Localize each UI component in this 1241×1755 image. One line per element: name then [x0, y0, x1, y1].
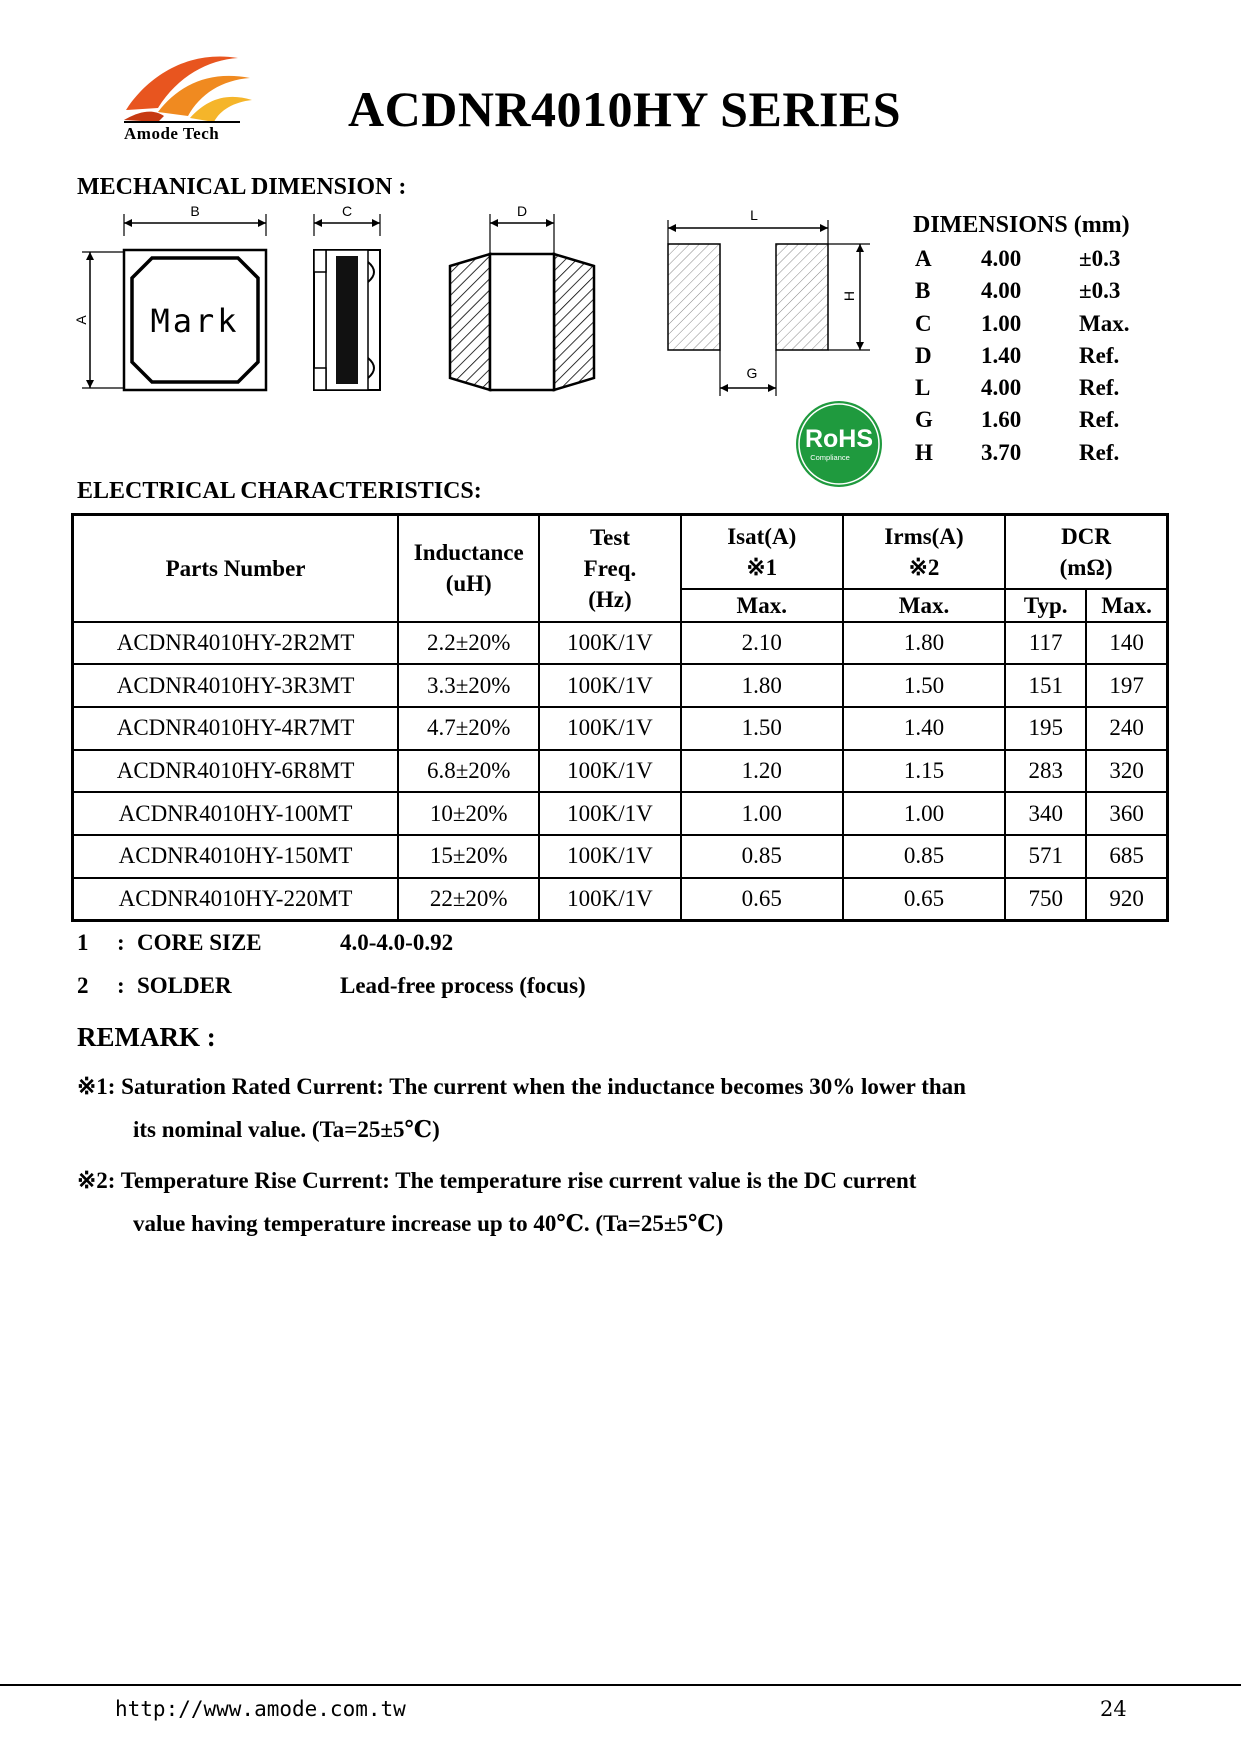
label-c: C [341, 203, 353, 219]
cell-dcr-max: 240 [1086, 707, 1167, 750]
cell-inductance: 10±20% [398, 792, 539, 835]
cell-freq: 100K/1V [539, 664, 680, 707]
header-isat-max: Max. [681, 589, 843, 622]
footer-divider [0, 1684, 1241, 1686]
dim-key: C [915, 310, 932, 336]
mark-text: Mark [150, 302, 240, 340]
remark-2-line-1: ※2: Temperature Rise Current: The temperature rise current value is the DC current [77, 1168, 917, 1193]
cell-inductance: 2.2±20% [398, 622, 539, 665]
dimension-row [913, 246, 1153, 278]
cell-irms: 1.15 [843, 750, 1005, 793]
table-row [73, 664, 1168, 707]
cell-dcr-max: 140 [1086, 622, 1167, 665]
rohs-badge [794, 399, 884, 489]
note-number: 1 [77, 930, 89, 955]
cell-part: ACDNR4010HY-150MT [73, 835, 399, 878]
dim-tolerance: Ref. [1079, 407, 1120, 433]
cell-dcr-typ: 283 [1005, 750, 1086, 793]
footprint-view [668, 207, 870, 396]
cell-dcr-max: 320 [1086, 750, 1167, 793]
table-row [73, 750, 1168, 793]
dim-tolerance: ±0.3 [1079, 246, 1121, 271]
dim-value: 4.00 [981, 246, 1022, 271]
dim-key: G [915, 407, 933, 433]
label-d: D [516, 203, 528, 219]
cell-freq: 100K/1V [539, 878, 680, 921]
label-l: L [750, 207, 758, 223]
electrical-characteristics-label: ELECTRICAL CHARACTERISTICS: [77, 478, 482, 504]
header-irms: Irms(A) ※2 [843, 515, 1005, 589]
cell-part: ACDNR4010HY-100MT [73, 792, 399, 835]
cell-inductance: 4.7±20% [398, 707, 539, 750]
dim-value: 1.40 [981, 342, 1022, 368]
footer-url: http://www.amode.com.tw [115, 1697, 406, 1721]
note-value: 4.0-4.0-0.92 [340, 930, 454, 955]
dim-key: B [915, 278, 931, 304]
dim-key: A [915, 246, 932, 271]
dimension-row [913, 278, 1153, 310]
dim-value: 4.00 [981, 278, 1022, 304]
cell-freq: 100K/1V [539, 792, 680, 835]
mechanical-drawing [70, 200, 900, 410]
remark-title: REMARK : [77, 1022, 216, 1052]
cell-dcr-max: 685 [1086, 835, 1167, 878]
label-b: B [190, 203, 200, 219]
header-dcr: DCR (mΩ) [1005, 515, 1167, 589]
remark-1-line-2: its nominal value. (Ta=25±5℃) [133, 1117, 440, 1142]
cell-isat: 1.00 [681, 792, 843, 835]
table-row [73, 792, 1168, 835]
mechanical-dimension-label: MECHANICAL DIMENSION : [77, 174, 407, 200]
label-h: H [841, 290, 857, 302]
dim-tolerance: Ref. [1079, 375, 1120, 401]
dimensions-list [913, 246, 1153, 472]
cell-inductance: 3.3±20% [398, 664, 539, 707]
dim-tolerance: ±0.3 [1079, 278, 1121, 304]
top-view [73, 203, 266, 390]
cell-dcr-typ: 195 [1005, 707, 1086, 750]
cell-irms: 1.50 [843, 664, 1005, 707]
cell-irms: 0.65 [843, 878, 1005, 921]
dim-tolerance: Ref. [1079, 439, 1120, 465]
side-view [314, 203, 380, 390]
note-colon: : [117, 930, 125, 955]
dim-key: L [915, 375, 931, 401]
cell-dcr-typ: 117 [1005, 622, 1086, 665]
logo-underline [124, 121, 240, 123]
note-colon: : [117, 973, 125, 998]
dim-tolerance: Ref. [1079, 342, 1120, 368]
dimension-row [913, 343, 1153, 375]
cell-isat: 1.20 [681, 750, 843, 793]
logo-text: Amode Tech [124, 124, 220, 143]
cell-isat: 2.10 [681, 622, 843, 665]
page-title: ACDNR4010HY SERIES [348, 81, 902, 137]
cell-irms: 1.00 [843, 792, 1005, 835]
header-part-number: Parts Number [73, 515, 399, 622]
table-row [73, 835, 1168, 878]
note-number: 2 [77, 973, 89, 998]
cell-freq: 100K/1V [539, 707, 680, 750]
dim-value: 4.00 [981, 375, 1022, 401]
table-row [73, 707, 1168, 750]
cell-isat: 1.50 [681, 707, 843, 750]
remark-1-line-1: ※1: Saturation Rated Current: The current when the inductance becomes 30% lower than [77, 1074, 966, 1099]
header-irms-max: Max. [843, 589, 1005, 622]
rohs-main-text: RoHS [804, 425, 874, 453]
header-test-freq: Test Freq. (Hz) [539, 515, 680, 622]
label-g: G [746, 365, 758, 381]
cell-part: ACDNR4010HY-2R2MT [73, 622, 399, 665]
electrical-table [71, 513, 1169, 922]
dim-key: D [915, 342, 932, 368]
cell-irms: 1.80 [843, 622, 1005, 665]
cell-dcr-typ: 571 [1005, 835, 1086, 878]
table-row [73, 622, 1168, 665]
cell-part: ACDNR4010HY-4R7MT [73, 707, 399, 750]
dimension-row [913, 407, 1153, 439]
note-value: Lead-free process (focus) [340, 973, 586, 998]
cell-inductance: 22±20% [398, 878, 539, 921]
page-number: 24 [1100, 1697, 1127, 1721]
cell-freq: 100K/1V [539, 835, 680, 878]
dim-value: 1.60 [981, 407, 1022, 433]
dim-tolerance: Max. [1079, 310, 1130, 336]
section-view [450, 203, 594, 390]
table-row [73, 878, 1168, 921]
header-dcr-typ: Typ. [1005, 589, 1086, 622]
cell-irms: 0.85 [843, 835, 1005, 878]
cell-isat: 0.65 [681, 878, 843, 921]
header-inductance: Inductance (uH) [398, 515, 539, 622]
cell-part: ACDNR4010HY-3R3MT [73, 664, 399, 707]
cell-isat: 1.80 [681, 664, 843, 707]
dimension-row [913, 440, 1153, 472]
cell-dcr-max: 360 [1086, 792, 1167, 835]
remark-2-line-2: value having temperature increase up to 40℃. (Ta=25±5℃) [133, 1211, 724, 1236]
dimension-row [913, 375, 1153, 407]
cell-dcr-typ: 151 [1005, 664, 1086, 707]
cell-part: ACDNR4010HY-6R8MT [73, 750, 399, 793]
cell-dcr-typ: 340 [1005, 792, 1086, 835]
header-dcr-max: Max. [1086, 589, 1167, 622]
header-isat: Isat(A) ※1 [681, 515, 843, 589]
rohs-sub-text: Compliance [810, 453, 850, 462]
dim-value: 3.70 [981, 439, 1022, 465]
cell-inductance: 15±20% [398, 835, 539, 878]
dim-value: 1.00 [981, 310, 1022, 336]
dimension-row [913, 311, 1153, 343]
cell-dcr-max: 920 [1086, 878, 1167, 921]
cell-freq: 100K/1V [539, 622, 680, 665]
dimensions-title: DIMENSIONS (mm) [913, 212, 1130, 238]
note-label: CORE SIZE [137, 930, 262, 955]
cell-inductance: 6.8±20% [398, 750, 539, 793]
cell-dcr-max: 197 [1086, 664, 1167, 707]
dim-key: H [915, 439, 933, 465]
cell-irms: 1.40 [843, 707, 1005, 750]
cell-freq: 100K/1V [539, 750, 680, 793]
cell-dcr-typ: 750 [1005, 878, 1086, 921]
note-label: SOLDER [137, 973, 232, 998]
cell-isat: 0.85 [681, 835, 843, 878]
label-a: A [73, 315, 89, 325]
table-header-row [73, 515, 1168, 589]
cell-part: ACDNR4010HY-220MT [73, 878, 399, 921]
